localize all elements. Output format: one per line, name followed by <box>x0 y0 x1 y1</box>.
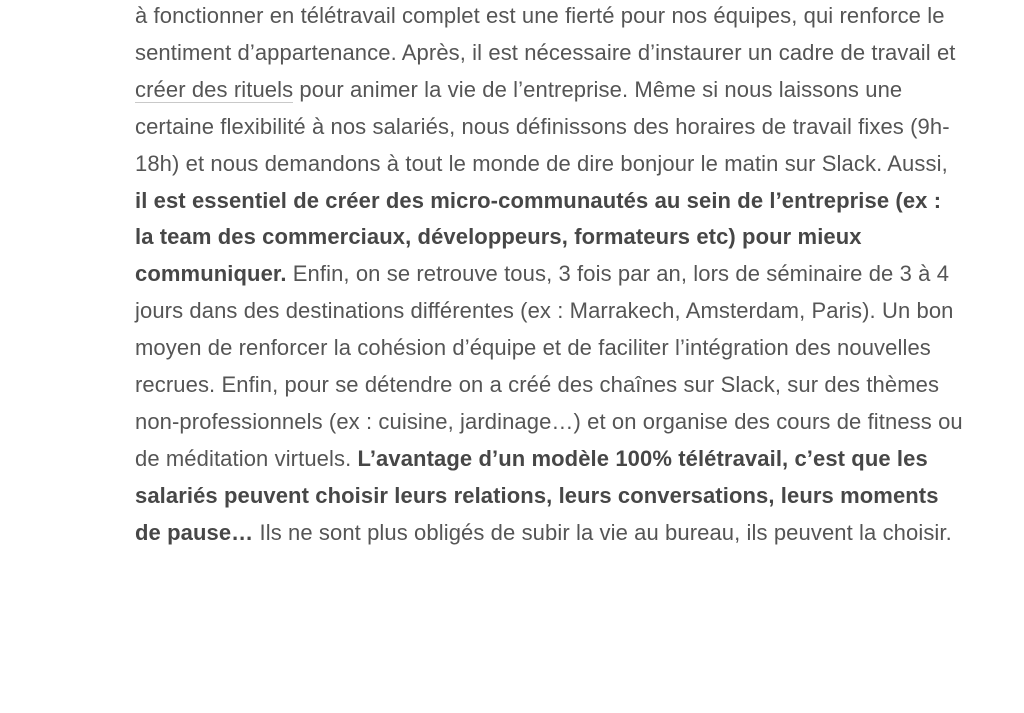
bold-statement-micro-communities: il est essentiel de créer des micro-communautés au sein de l’entreprise (ex : la team des commerciaux, développeurs, formateurs etc) pour mieux communiquer. <box>135 187 942 287</box>
paragraph-text-2: pour animer la vie de l’entreprise. Même si nous laissons une certaine flexibilité à nos salariés, nous définissons des horaires de travail fixes (9h-18h) et nous demandons à tout le monde de dire bonjour le matin sur Slack. Aussi, <box>135 76 950 176</box>
rituals-link[interactable]: créer des rituels <box>135 76 294 102</box>
paragraph-text-1: à fonctionner en télétravail complet est une fierté pour nos équipes, qui renforce le sentiment d’appartenance. Après, il est nécessaire d’instaurer un cadre de travail et <box>135 3 956 65</box>
article-body <box>135 0 965 552</box>
bold-statement-remote-advantage: L’avantage d’un modèle 100% télétravail, c’est que les salariés peuvent choisir leurs relations, leurs conversations, leurs moments de pause… <box>135 445 939 545</box>
paragraph-text-4: Ils ne sont plus obligés de subir la vie au bureau, ils peuvent la choisir. <box>253 519 952 545</box>
article-paragraph <box>135 0 965 552</box>
paragraph-text-3: Enfin, on se retrouve tous, 3 fois par an, lors de séminaire de 3 à 4 jours dans des destinations différentes (ex : Marrakech, Amsterdam, Paris). Un bon moyen de renforcer la cohésion d’équipe et de faciliter l’intégration des nouvelles recrues. Enfin, pour se détendre on a créé des chaînes sur Slack, sur des thèmes non-professionnels (ex : cuisine, jardinage…) et on organise des cours de fitness ou de méditation virtuels. <box>135 261 963 471</box>
